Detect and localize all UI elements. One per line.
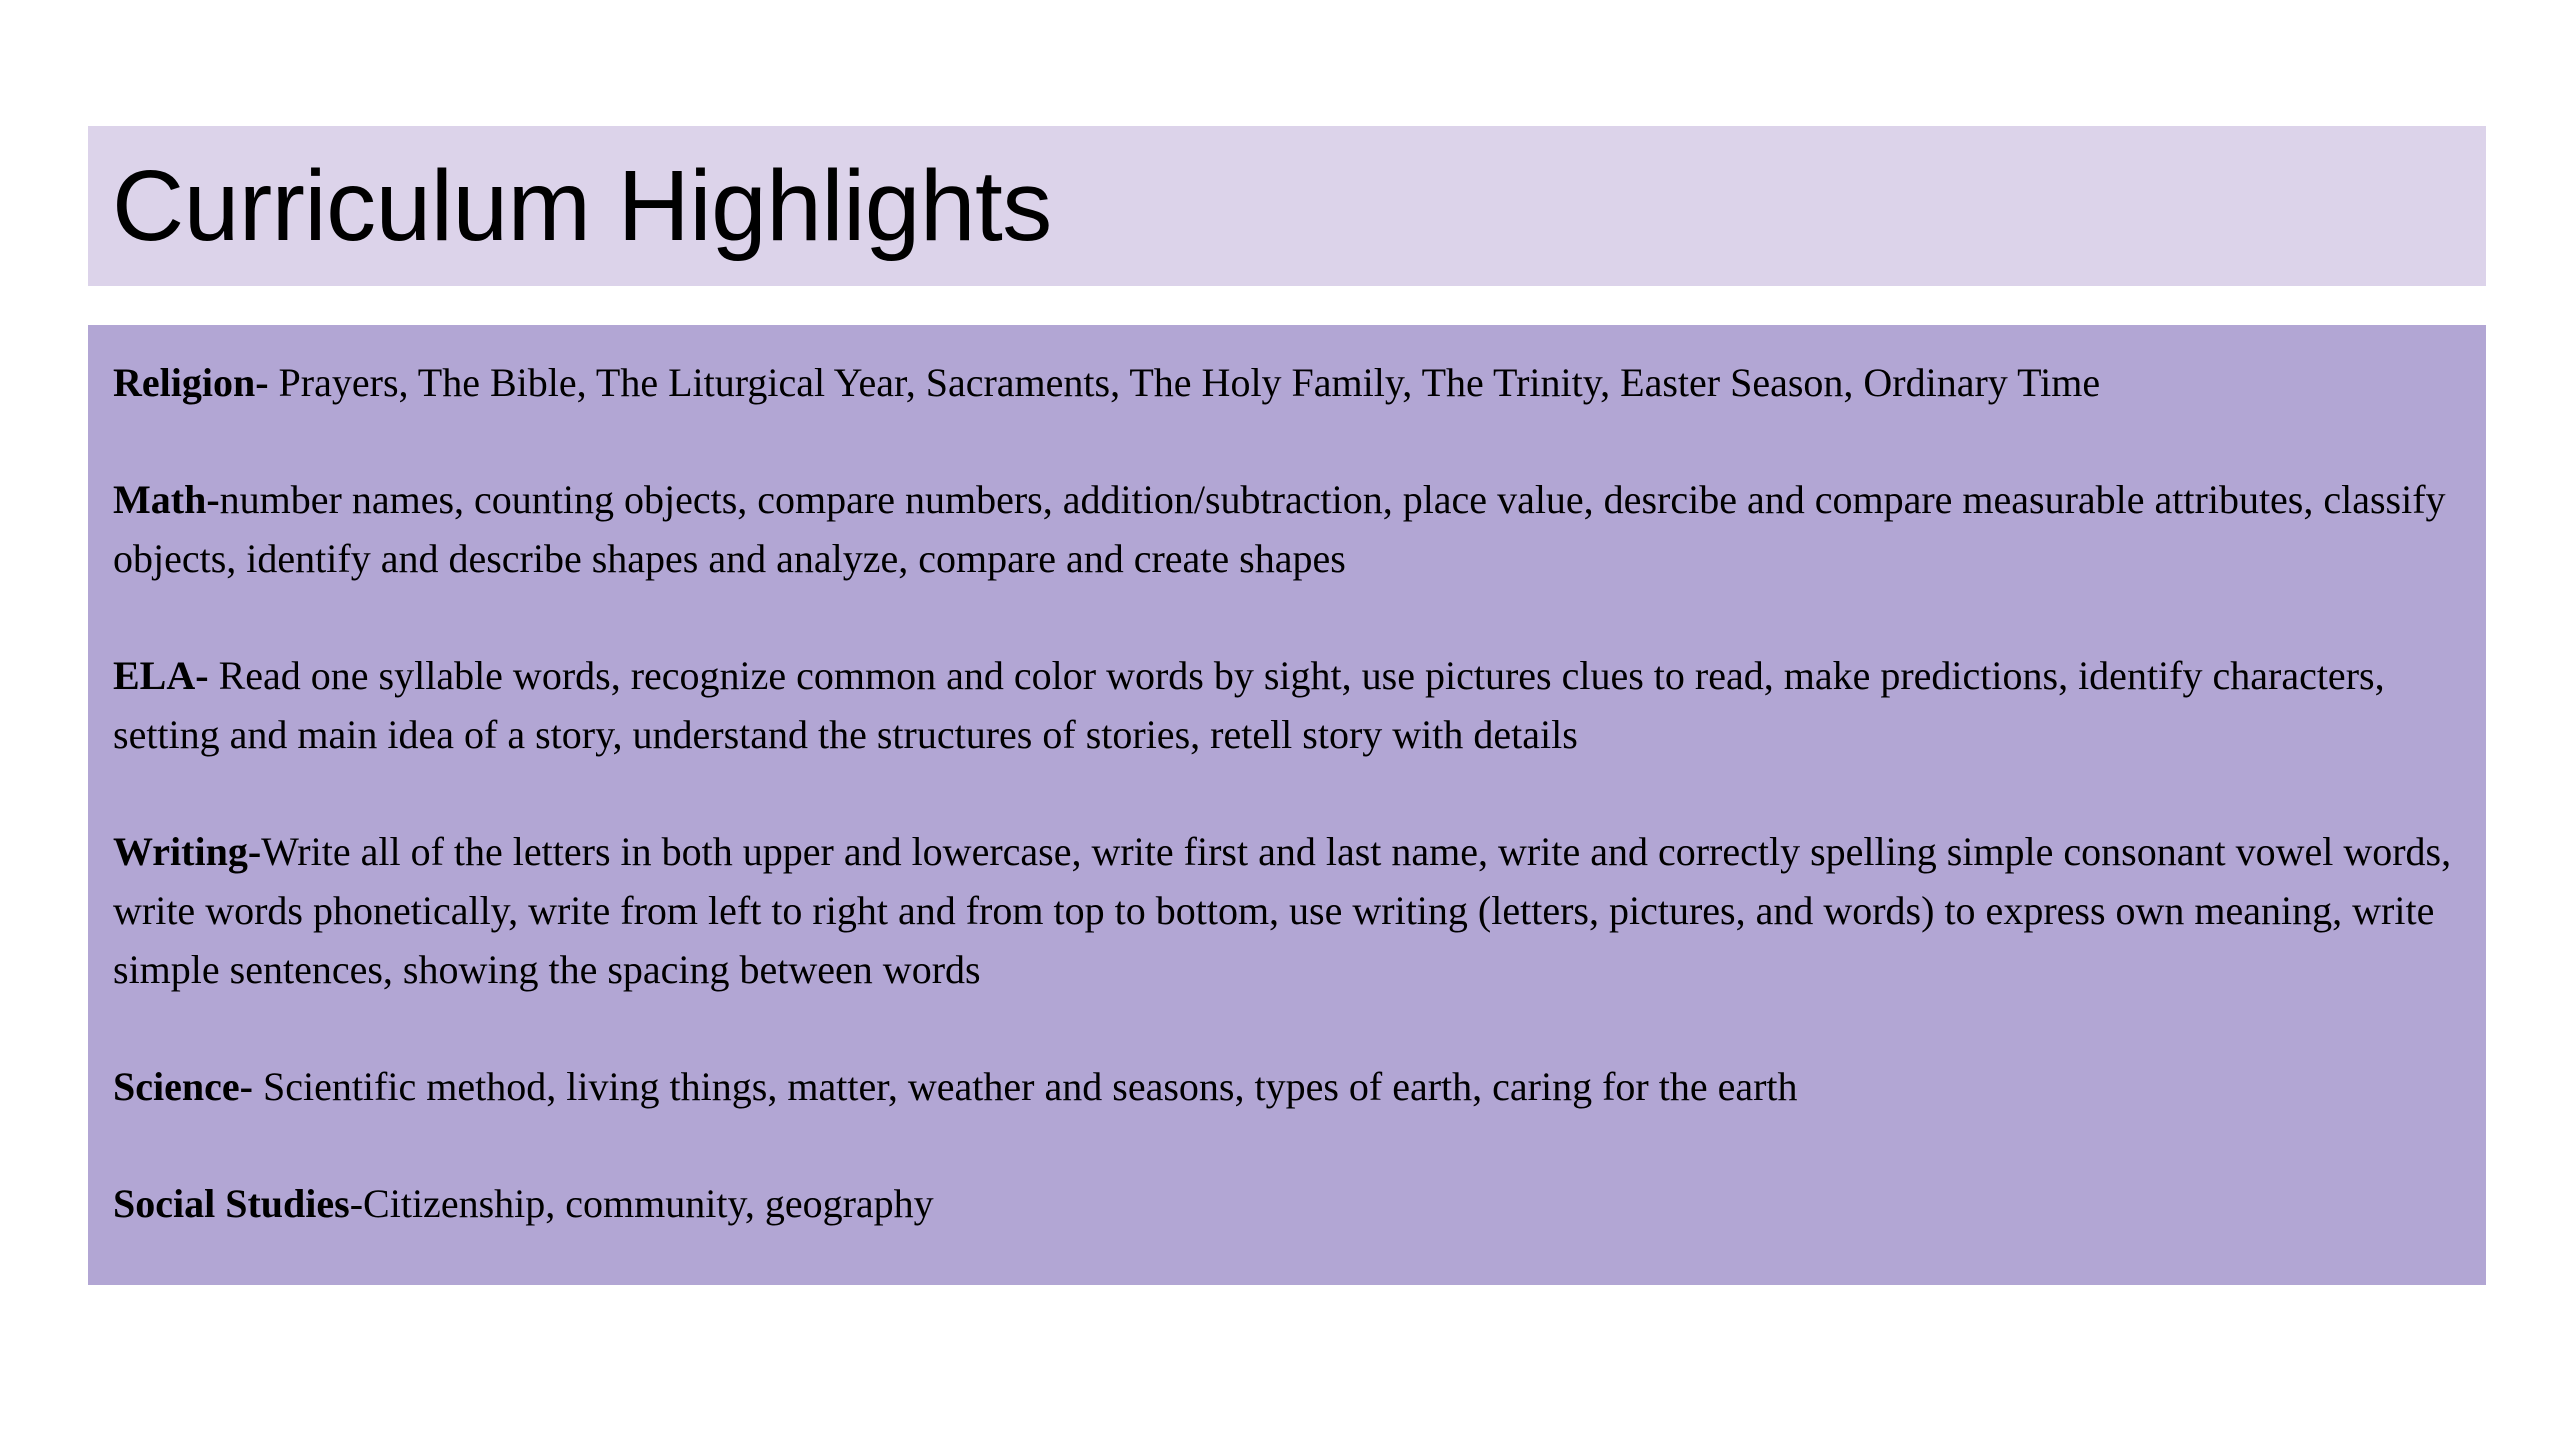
- slide-title: Curriculum Highlights: [112, 150, 1052, 262]
- title-bar: [88, 126, 2486, 286]
- subject-religion: [113, 353, 2456, 412]
- subject-science: [113, 1057, 2456, 1116]
- subject-social-studies: [113, 1174, 2456, 1233]
- subject-description: Write all of the letters in both upper and lowercase, write first and last name, write and correctly spelling simple consonant vowel words, write words phonetically, write from left to right and from top to bottom, use writing (letters, pictures, and words) to express own meaning, write simple sentences, showing the spacing between words: [113, 829, 2452, 992]
- subject-name: Social Studies: [113, 1181, 350, 1226]
- subject-name: Science-: [113, 1064, 253, 1109]
- subject-name: Math-: [113, 477, 220, 522]
- subject-name: Religion-: [113, 360, 269, 405]
- subject-writing: [113, 822, 2456, 999]
- subject-ela: [113, 646, 2456, 764]
- subject-name: Writing-: [113, 829, 262, 874]
- curriculum-content-box: [88, 325, 2486, 1285]
- subject-description: Prayers, The Bible, The Liturgical Year, Sacraments, The Holy Family, The Trinity, Easter Season, Ordinary Time: [268, 360, 2101, 405]
- subject-description: number names, counting objects, compare numbers, addition/subtraction, place value, desrcibe and compare measurable attributes, classify objects, identify and describe shapes and analyze, compare and create shapes: [113, 477, 2446, 581]
- subject-math: [113, 470, 2456, 588]
- subject-description: Scientific method, living things, matter, weather and seasons, types of earth, caring for the earth: [252, 1064, 1798, 1109]
- subject-description: -Citizenship, community, geography: [349, 1181, 934, 1226]
- subject-name: ELA-: [113, 653, 209, 698]
- subject-description: Read one syllable words, recognize common and color words by sight, use pictures clues to read, make predictions, identify characters, setting and main idea of a story, understand the structures of stories, retell story with details: [113, 653, 2385, 757]
